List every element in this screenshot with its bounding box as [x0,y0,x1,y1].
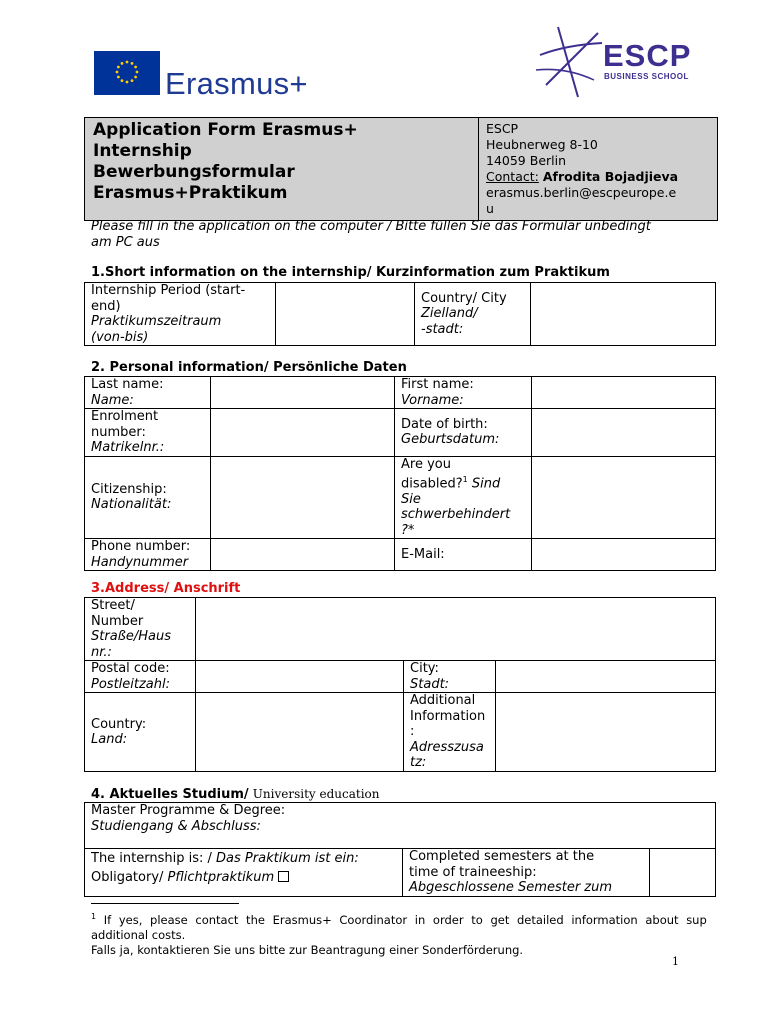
enrolment-input[interactable] [211,409,395,457]
citizenship-label-cell [85,456,211,539]
section3-title: 3.Address/ Anschrift [91,581,241,596]
additional-label: Information [410,708,486,724]
education-table [84,802,716,897]
section1-title: 1.Short information on the internship/ Kurzinformation zum Praktikum [91,265,610,280]
period-label-cell [85,283,276,346]
section2-title: 2. Personal information/ Persönliche Daten [91,360,407,375]
first-name-label-de: Vorname: [401,392,464,408]
title-line: Bewerbungsformular [93,162,295,182]
street-input[interactable] [196,598,716,661]
footnote [91,909,770,958]
additional-label-de: tz: [410,755,427,771]
disabled-label: Are you [401,456,451,472]
additional-label: Additional [410,693,476,709]
dob-label: Date of birth: [401,416,488,432]
obligatory-label: Obligatory/ [91,869,164,885]
period-label: end) [91,298,121,314]
footnote-text: If yes, please contact the Erasmus+ Coordinator in order to get detailed information about sup [103,912,707,927]
internship-type-label-de: Das Praktikum ist ein: [216,851,359,866]
obligatory-checkbox[interactable] [278,871,289,882]
country-label-de: Land: [91,732,128,747]
street-label-de: nr.: [91,644,112,660]
city-input[interactable] [496,661,716,693]
street-label-de: Straße/Haus [91,629,171,644]
footnote-number: 1 [91,912,97,921]
phone-label: Phone number: [91,539,191,555]
last-name-label-de: Name: [91,392,134,408]
country-label-de: -stadt: [421,321,464,337]
contact-email-cont: u [486,201,494,216]
header-address [486,121,678,217]
disabled-label-cell [395,456,532,539]
semesters-label-cell [403,849,650,897]
first-name-label-cell [395,377,532,409]
email-input[interactable] [532,539,716,571]
citizenship-label: Citizenship: [91,481,167,497]
additional-input[interactable] [496,693,716,772]
org-city: 14059 Berlin [486,153,567,168]
phone-input[interactable] [211,539,395,571]
footnote-line [91,909,770,928]
email-label: E-Mail: [401,547,445,563]
country-label-de: Zielland/ [421,306,478,322]
last-name-label-cell [85,377,211,409]
disabled-label-de: ?* [401,522,415,538]
first-name-label: First name: [401,377,474,392]
semesters-label: Completed semesters at the [409,849,595,864]
period-label-de: (von-bis) [91,329,149,345]
semesters-label-de: Abgeschlossene Semester zum [409,880,613,895]
escp-logo-text: ESCP [603,38,692,73]
country-label-cell [415,283,531,346]
semesters-input[interactable] [650,849,716,897]
country-input[interactable] [196,693,404,772]
page-number: 1 [672,955,679,968]
street-label: Number [91,613,144,629]
country-input[interactable] [531,283,716,346]
street-label-cell [85,598,196,661]
dob-input[interactable] [532,409,716,457]
city-label-cell [404,661,496,693]
postal-label: Postal code: [91,661,170,676]
form-title [93,120,358,204]
street-label: Street/ [91,598,135,613]
org-street: Heubnerweg 8-10 [486,137,598,152]
semesters-label: time of traineeship: [409,864,537,880]
escp-logo-subtitle: BUSINESS SCHOOL [604,72,689,81]
footnote-divider [91,903,239,904]
header-box [84,117,718,221]
footnote-ref: 1 [462,475,468,484]
section4-title-bold: 4. Aktuelles Studium/ [91,787,249,802]
postal-label-cell [85,661,196,693]
city-label: City: [410,661,439,676]
internship-type-label: The internship is: / [91,851,212,866]
contact-name: Afrodita Bojadjieva [542,169,679,184]
additional-label-cell [404,693,496,772]
title-line: Application Form Erasmus+ [93,120,358,140]
master-programme-cell[interactable] [85,803,716,849]
disabled-label-de: Sie [401,491,421,507]
dob-label-cell [395,409,532,457]
last-name-label: Last name: [91,377,164,392]
section4-title [91,787,380,802]
disabled-label: disabled? [401,476,463,492]
contact-label: Contact: [486,169,539,184]
eu-flag-logo [94,51,160,95]
section4-title-rest: University education [252,787,380,801]
phone-label-cell [85,539,211,571]
first-name-input[interactable] [532,377,716,409]
postal-input[interactable] [196,661,404,693]
erasmus-logo-text: Erasmus+ [165,66,308,101]
period-label: Internship Period (start- [91,283,246,298]
disabled-input[interactable] [532,456,716,539]
contact-line [486,169,678,185]
internship-type-line [91,851,396,867]
additional-label-de: Adresszusa [410,739,484,755]
phone-label-de: Handynummer [91,554,189,570]
citizenship-label-de: Nationalität: [91,497,172,513]
period-input[interactable] [276,283,415,346]
period-label-de: Praktikumszeitraum [91,314,222,329]
obligatory-label-de: Pflichtpraktikum [167,869,275,885]
org-name: ESCP [486,121,519,136]
internship-info-table [84,282,716,346]
country-label: Country/ City [421,290,507,306]
last-name-input[interactable] [211,377,395,409]
address-table [84,597,716,772]
city-label-de: Stadt: [410,676,450,692]
enrolment-label-de: Matrikelnr.: [91,440,165,455]
additional-label: : [410,724,415,740]
disabled-label-de: Sind [471,476,501,492]
country-label-cell [85,693,196,772]
postal-label-de: Postleitzahl: [91,676,171,692]
personal-info-table [84,376,716,571]
footnote-text-de: Falls ja, kontaktieren Sie uns bitte zur Beantragung einer Sonderförderung. [91,942,524,957]
citizenship-input[interactable] [211,456,395,539]
enrolment-label: number: [91,424,146,440]
master-label: Master Programme & Degree: [91,803,286,818]
title-line: Erasmus+Praktikum [93,183,288,203]
header-title-cell [85,118,479,220]
email-label-cell [395,539,532,571]
intro-instruction: Please fill in the application on the computer / Bitte füllen Sie das Formular unbedingt am PC aus [91,219,651,250]
contact-email[interactable]: erasmus.berlin@escpeurope.e [486,185,677,200]
enrolment-label-cell [85,409,211,457]
footnote-text: additional costs. [91,927,186,942]
disabled-label-line [401,472,525,492]
master-label-de: Studiengang & Abschluss: [91,818,261,834]
internship-type-cell [85,849,403,897]
dob-label-de: Geburtsdatum: [401,432,500,448]
title-line: Internship [93,141,192,161]
enrolment-label: Enrolment [91,409,159,424]
country-label: Country: [91,716,147,732]
disabled-label-de: schwerbehindert [401,507,511,523]
obligatory-option[interactable] [91,870,396,886]
